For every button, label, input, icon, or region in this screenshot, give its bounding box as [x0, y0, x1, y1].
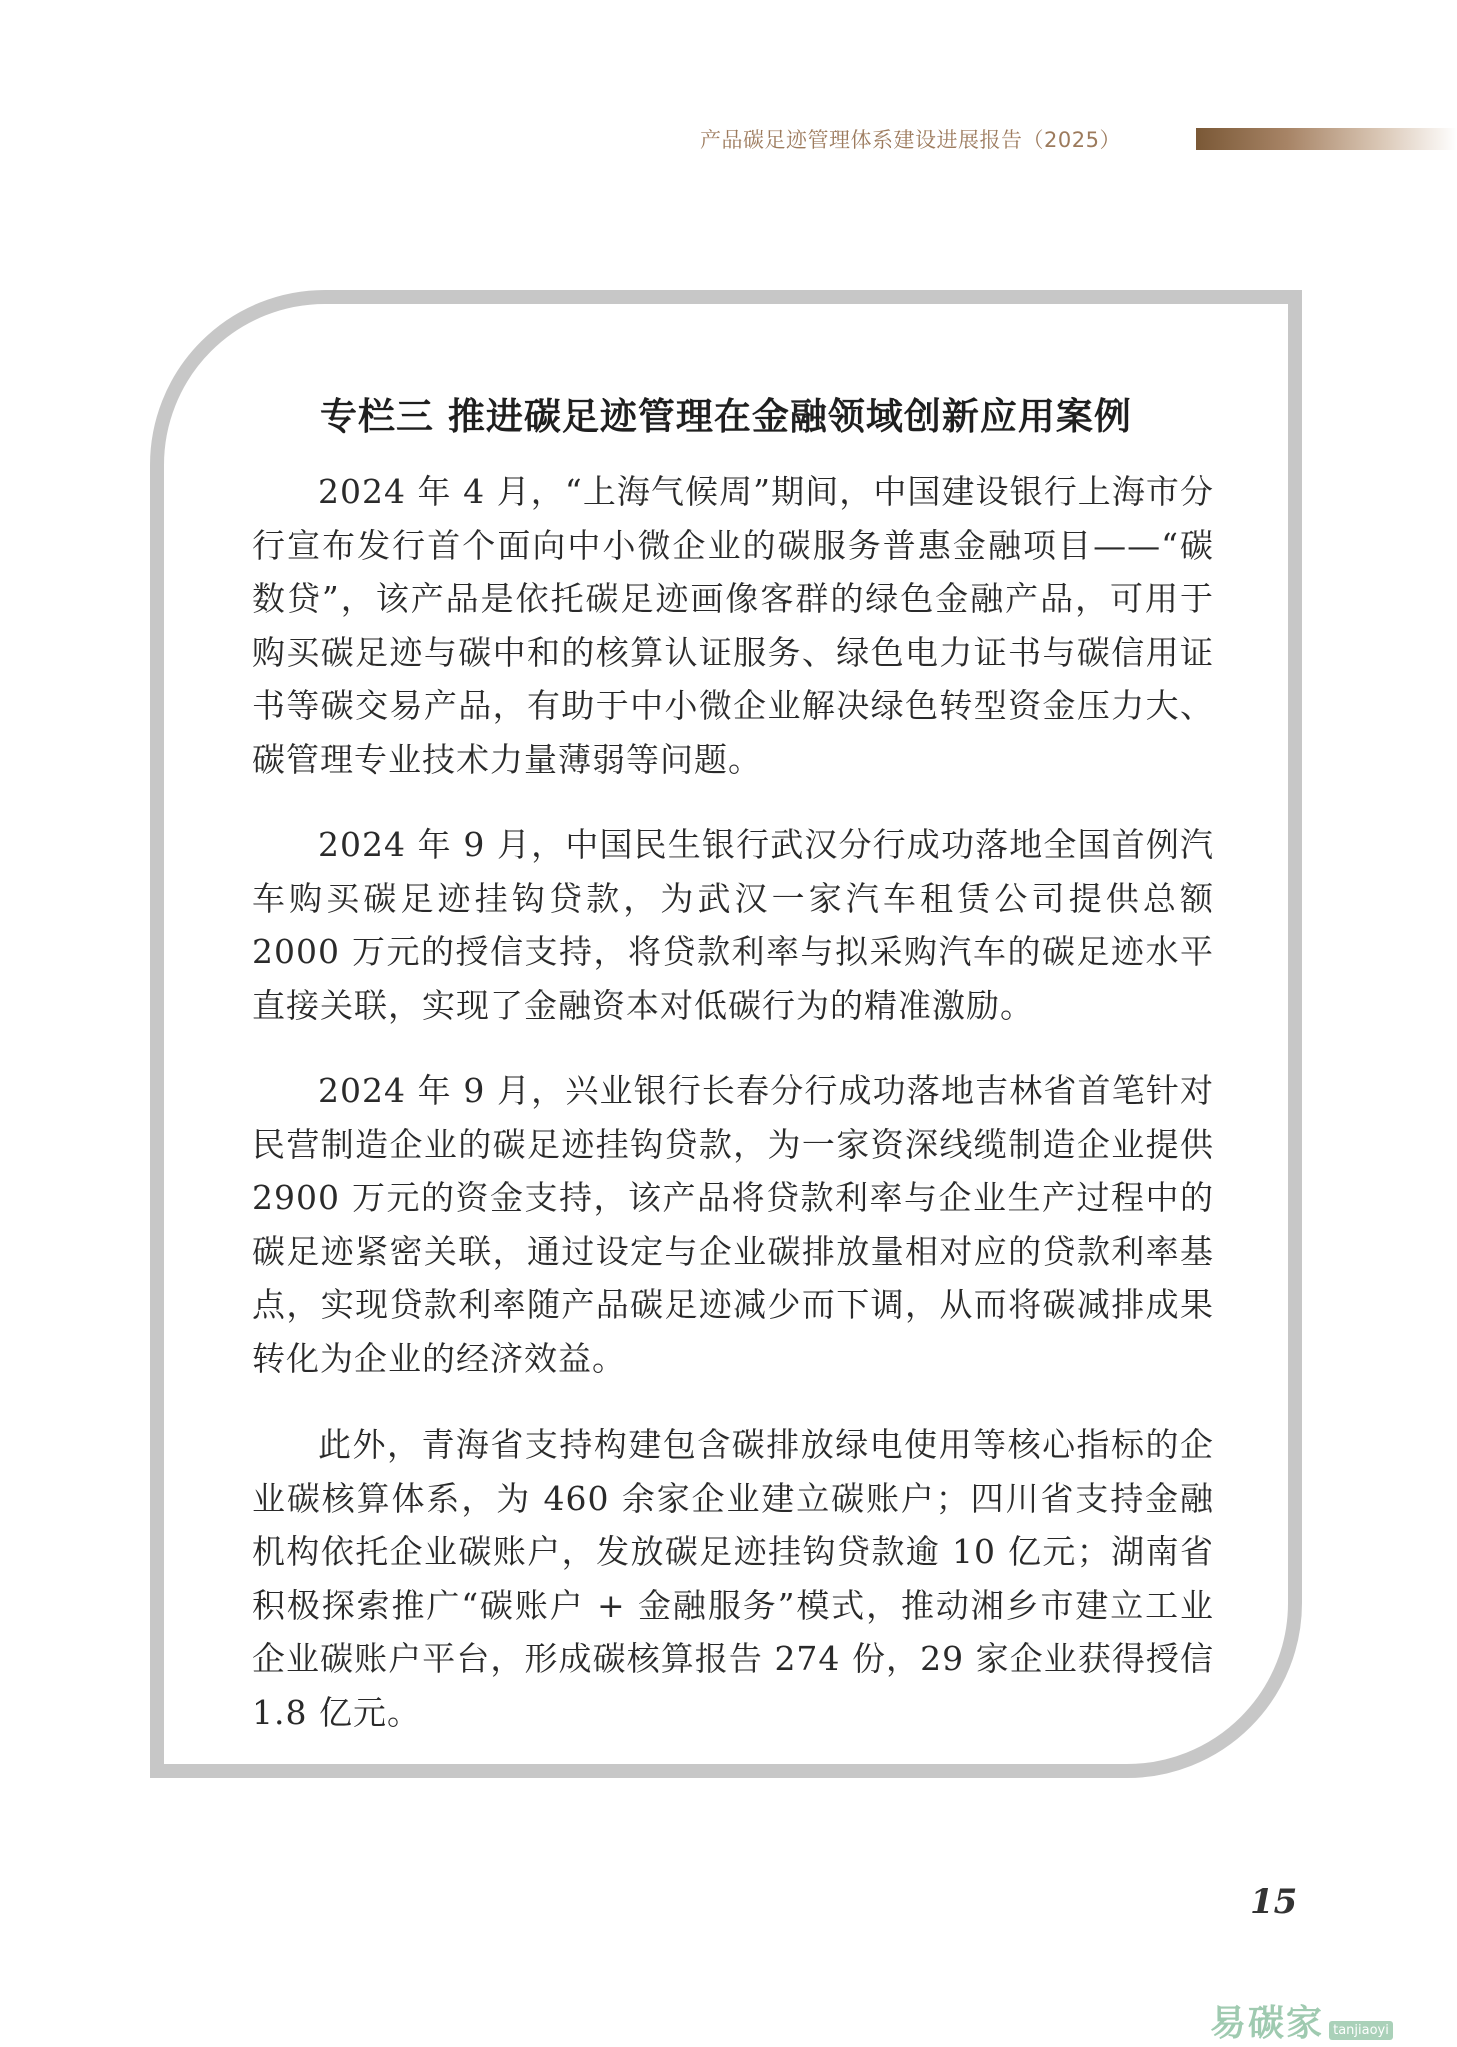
- watermark-text: 易碳家: [1210, 2003, 1325, 2044]
- watermark-domain: tanjiaoyi: [1329, 2021, 1393, 2040]
- header-decorative-bar: [1196, 128, 1457, 150]
- watermark-logo: [1210, 1995, 1393, 2046]
- report-title-header: 产品碳足迹管理体系建设进展报告（2025）: [700, 128, 1121, 152]
- paragraph-2: 2024 年 9 月，中国民生银行武汉分行成功落地全国首例汽车购买碳足迹挂钩贷款，为武汉一家汽车租赁公司提供总额 2000 万元的授信支持，将贷款利率与拟采购汽车的碳足迹水平直接关联，实现了金融资本对低碳行为的精准激励。: [252, 825, 1214, 1025]
- paragraph-1: 2024 年 4 月，“上海气候周”期间，中国建设银行上海市分行宣布发行首个面向中小微企业的碳服务普惠金融项目——“碳数贷”，该产品是依托碳足迹画像客群的绿色金融产品，可用于购买碳足迹与碳中和的核算认证服务、绿色电力证书与碳信用证书等碳交易产品，有助于中小微企业解决绿色转型资金压力大、碳管理专业技术力量薄弱等问题。: [252, 472, 1214, 779]
- paragraph-4: 此外，青海省支持构建包含碳排放绿电使用等核心指标的企业碳核算体系，为 460 余家企业建立碳账户；四川省支持金融机构依托企业碳账户，发放碳足迹挂钩贷款逾 10 亿元；湖南省积极探索推广“碳账户 + 金融服务”模式，推动湘乡市建立工业企业碳账户平台，形成碳核算报告 274 份，29 家企业获得授信 1.8 亿元。: [252, 1425, 1214, 1732]
- paragraph-3: 2024 年 9 月，兴业银行长春分行成功落地吉林省首笔针对民营制造企业的碳足迹挂钩贷款，为一家资深线缆制造企业提供 2900 万元的资金支持，该产品将贷款利率与企业生产过程中的碳足迹紧密关联，通过设定与企业碳排放量相对应的贷款利率基点，实现贷款利率随产品碳足迹减少而下调，从而将碳减排成果转化为企业的经济效益。: [252, 1071, 1214, 1378]
- page-number: 15: [1250, 1882, 1298, 1922]
- column-title: 专栏三 推进碳足迹管理在金融领域创新应用案例: [320, 394, 1132, 438]
